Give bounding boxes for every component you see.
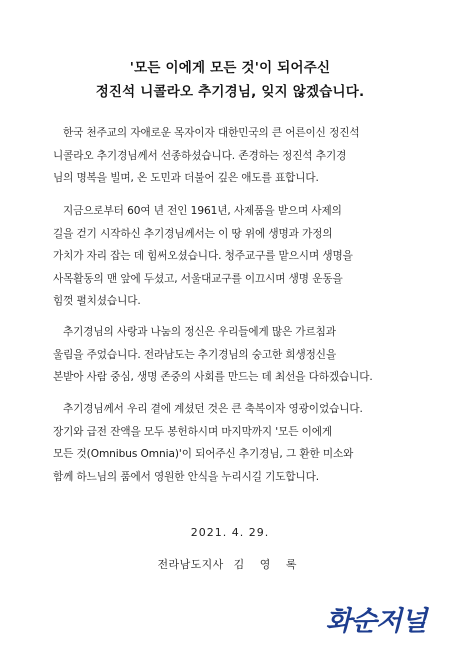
publisher-logo-text: 화순저널 xyxy=(325,606,426,637)
paragraph-line: 함께 하느님의 품에서 영원한 안식을 누리시길 기도합니다. xyxy=(53,470,320,483)
paragraph-line: 가치가 자리 잡는 데 힘써오셨습니다. 청주교구를 맡으시며 생명을 xyxy=(53,250,353,262)
signer-name: 김 영 록 xyxy=(233,558,303,571)
paragraph-2 xyxy=(53,200,413,313)
signer-title: 전라남도지사 xyxy=(157,558,224,571)
paragraph-line: 한국 천주교의 자애로운 목자이자 대한민국의 큰 어른이신 정진석 xyxy=(63,127,360,139)
paragraph-line: 지금으로부터 60여 년 전인 1961년, 사제품을 받으며 사제의 xyxy=(63,205,342,217)
paragraph-line: 사목활동의 맨 앞에 두셨고, 서울대교구를 이끄시며 생명 운동을 xyxy=(53,272,343,285)
paragraph-line: 모든 것(Omnibus Omnia)'이 되어주신 추기경님, 그 환한 미소와 xyxy=(53,448,354,460)
paragraph-line: 힘껏 펼치셨습니다. xyxy=(53,295,141,307)
title-line-1: '모든 이에게 모든 것'이 되어주신 xyxy=(129,60,331,76)
paragraph-1 xyxy=(53,122,413,190)
publisher-logo xyxy=(300,600,450,644)
paragraph-line: 니콜라오 추기경님께서 선종하셨습니다. 존경하는 정진석 추기경 xyxy=(53,149,347,162)
paragraph-line: 님의 명복을 빌며, 온 도민과 더불어 깊은 애도를 표합니다. xyxy=(53,172,319,184)
paragraph-line: 장기와 급전 잔액을 모두 봉헌하시며 마지막까지 '모든 이에게 xyxy=(53,425,333,438)
paragraph-4 xyxy=(53,398,413,488)
statement-date: 2021. 4. 29. xyxy=(190,526,270,539)
paragraph-line: 울림을 주었습니다. 전라남도는 추기경님의 숭고한 희생정신을 xyxy=(53,348,337,361)
paragraph-line: 추기경님의 사랑과 나눔의 정신은 우리들에게 많은 가르침과 xyxy=(63,326,336,338)
paragraph-line: 추기경님께서 우리 곁에 계셨던 것은 큰 축복이자 영광이었습니다. xyxy=(63,403,363,415)
title-line-2: 정진석 니콜라오 추기경님, 잊지 않겠습니다. xyxy=(95,84,365,100)
paragraph-line: 길을 걷기 시작하신 추기경님께서는 이 땅 위에 생명과 가정의 xyxy=(53,227,333,240)
paragraph-line: 본받아 사람 중심, 생명 존중의 사회를 만드는 데 최선을 다하겠습니다. xyxy=(53,371,373,383)
signature-line xyxy=(0,556,460,572)
paragraph-3 xyxy=(53,321,413,389)
